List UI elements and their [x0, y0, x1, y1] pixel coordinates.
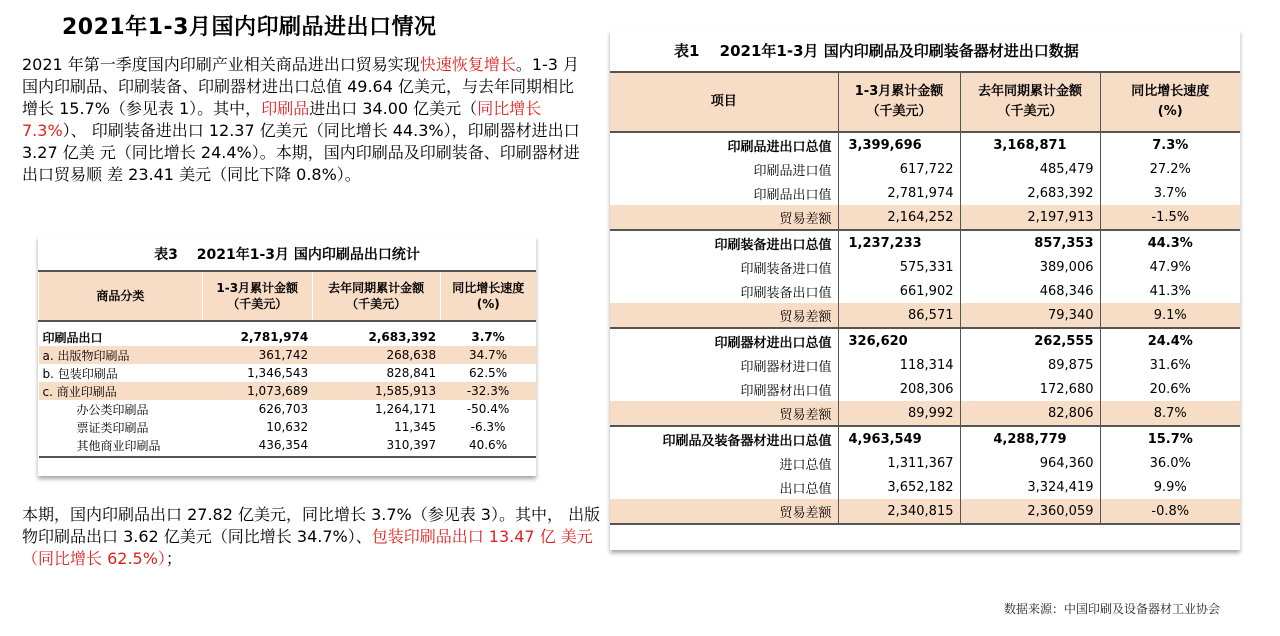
table-row	[610, 426, 1240, 451]
table1-cell-current: 2,164,252	[838, 205, 960, 230]
table1-cell-label: 贸易差额	[610, 499, 838, 524]
table3-cell-growth: 34.7%	[440, 346, 536, 364]
table-row	[610, 328, 1240, 353]
table-row	[610, 353, 1240, 377]
table1-cell-growth: -0.8%	[1100, 499, 1240, 524]
table-row	[39, 436, 537, 454]
table-row	[610, 279, 1240, 303]
page-title: 2021年1-3月国内印刷品进出口情况	[62, 15, 437, 40]
para1-text-2: 。1-3 月国内印刷品、印刷装备、印刷器材进出口总值 49.64 亿美元，与去年同期相比 增长 15.7%（参见表 1）。其中，	[22, 55, 580, 118]
table-row	[610, 401, 1240, 426]
table1-cell-lastyear: 82,806	[960, 401, 1100, 426]
table3-cell-current: 626,703	[258, 402, 309, 416]
table1-cell-growth: 47.9%	[1100, 255, 1240, 279]
para1-highlight-1: 快速恢复增长	[419, 55, 516, 74]
table3-cell-growth: 3.7%	[471, 330, 505, 344]
para1-highlight-3: 同比增长 7.3%	[22, 99, 542, 140]
table3-cell-label: 票证类印刷品	[76, 420, 149, 435]
table1-cell-current: 3,652,182	[838, 475, 960, 499]
intro-paragraph	[22, 54, 582, 186]
table1-cell-lastyear: 3,168,871	[960, 132, 1100, 157]
table1-cell-label: 贸易差额	[610, 401, 838, 426]
table1-cell-lastyear: 262,555	[960, 328, 1100, 353]
table1-cell-lastyear: 2,197,913	[960, 205, 1100, 230]
table3-cell-current: 1,346,543	[247, 366, 309, 380]
table1-header-growth: 同比增长速度 (%)	[1100, 72, 1240, 132]
table-row	[39, 328, 537, 346]
table1-cell-current: 4,963,549	[838, 426, 960, 451]
table3-cell-lastyear: 268,638	[312, 346, 440, 364]
table1-cell-label: 出口总值	[779, 481, 832, 497]
table1-cell-lastyear: 485,479	[960, 157, 1100, 181]
table1-cell-current: 86,571	[838, 303, 960, 328]
table1-cell-current: 2,781,974	[838, 181, 960, 205]
table1-cell-growth: 3.7%	[1100, 181, 1240, 205]
table-row	[39, 382, 537, 400]
table3-cell-lastyear: 828,841	[386, 366, 437, 380]
table3-cell-current: 10,632	[266, 420, 309, 434]
table1-cell-lastyear: 3,324,419	[960, 475, 1100, 499]
table3-cell-growth: -6.3%	[470, 420, 506, 434]
table1-cell-growth: 20.6%	[1100, 377, 1240, 401]
table1-cell-lastyear: 2,683,392	[960, 181, 1100, 205]
table1-cell-current: 89,992	[838, 401, 960, 426]
data-source-note: 数据来源：中国印刷及设备器材工业协会	[1004, 602, 1221, 616]
table1-cell-current: 617,722	[838, 157, 960, 181]
table1-cell-current: 575,331	[838, 255, 960, 279]
table-row	[610, 499, 1240, 524]
table1-cell-growth: 41.3%	[1100, 279, 1240, 303]
table3-cell-current: 2,781,974	[240, 330, 309, 344]
table1-cell-lastyear: 2,360,059	[960, 499, 1100, 524]
table1-header-item: 项目	[610, 72, 838, 132]
table1-cell-label: 印刷品进口值	[753, 163, 832, 179]
para1-highlight-2: 印刷品	[261, 99, 310, 118]
table1-cell-current: 1,237,233	[838, 230, 960, 255]
table1-cell-growth: 31.6%	[1100, 353, 1240, 377]
table1-cell-label: 贸易差额	[610, 303, 838, 328]
table1-cell-lastyear: 89,875	[960, 353, 1100, 377]
table1-cell-label: 印刷品进出口总值	[610, 132, 838, 157]
table3-cell-growth: -32.3%	[440, 382, 536, 400]
table1-cell-current: 118,314	[838, 353, 960, 377]
table-row	[39, 364, 537, 382]
table1-cell-growth: 15.7%	[1100, 426, 1240, 451]
table1-header-current: 1-3月累计金额 （千美元）	[838, 72, 960, 132]
table1	[610, 71, 1240, 525]
para1-text-3: 进出口 34.00 亿美元（	[309, 99, 478, 118]
table3-cell-current: 436,354	[258, 438, 309, 452]
table-row	[610, 230, 1240, 255]
table-row	[610, 157, 1240, 181]
table3-header-lastyear: 去年同期累计金额 （千美元）	[312, 271, 440, 321]
table3-header-current: 1-3月累计金额 （千美元）	[202, 271, 312, 321]
table1-cell-label: 印刷器材进口值	[740, 359, 832, 375]
table3-cell-lastyear: 2,683,392	[368, 330, 437, 344]
para2-text-1: 本期，国内印刷品出口 27.82 亿美元，同比增长 3.7%（参见表 3）。其中， 出版物印刷品出口 3.62 亿美元（同比增长 34.7%）、	[22, 505, 601, 546]
table3-cell-label: 印刷品出口	[42, 330, 103, 345]
table1-cell-growth: 8.7%	[1100, 401, 1240, 426]
table3-caption: 表3 2021年1-3月 国内印刷品出口统计	[154, 247, 420, 263]
table1-cell-label: 印刷器材进出口总值	[610, 328, 838, 353]
table-row	[610, 475, 1240, 499]
table1-cell-label: 印刷装备出口值	[740, 285, 832, 301]
table1-cell-current: 1,311,367	[838, 451, 960, 475]
table1-cell-label: 印刷品及装备器材进出口总值	[610, 426, 838, 451]
table1-cell-lastyear: 857,353	[960, 230, 1100, 255]
table3-header-growth: 同比增长速度 (%)	[440, 271, 536, 321]
table1-cell-current: 3,399,696	[838, 132, 960, 157]
table1-cell-growth: 27.2%	[1100, 157, 1240, 181]
table1-cell-current: 661,902	[838, 279, 960, 303]
table3-panel	[38, 236, 536, 476]
table3-cell-label: b. 包装印刷品	[42, 366, 118, 381]
table1-cell-growth: 24.4%	[1100, 328, 1240, 353]
table1-cell-current: 208,306	[838, 377, 960, 401]
table3-cell-growth: -50.4%	[466, 402, 510, 416]
table1-cell-label: 印刷装备进出口总值	[610, 230, 838, 255]
table1-cell-lastyear: 389,006	[960, 255, 1100, 279]
table1-cell-label: 印刷装备进口值	[740, 261, 832, 277]
table-row	[610, 132, 1240, 157]
table3-cell-growth: 62.5%	[468, 366, 508, 380]
table1-cell-growth: -1.5%	[1100, 205, 1240, 230]
table3-cell-lastyear: 1,264,171	[375, 402, 437, 416]
table-row	[610, 181, 1240, 205]
table1-cell-lastyear: 79,340	[960, 303, 1100, 328]
table1-cell-growth: 9.9%	[1100, 475, 1240, 499]
table1-cell-growth: 9.1%	[1100, 303, 1240, 328]
table-row	[610, 255, 1240, 279]
table1-cell-current: 326,620	[838, 328, 960, 353]
table3-cell-lastyear: 310,397	[386, 438, 437, 452]
table1-cell-growth: 7.3%	[1100, 132, 1240, 157]
table1-cell-growth: 36.0%	[1100, 451, 1240, 475]
table3-cell-label: c. 商业印刷品	[39, 382, 203, 400]
export-paragraph	[22, 504, 612, 570]
table-row	[610, 451, 1240, 475]
table3-cell-label: 其他商业印刷品	[76, 438, 161, 453]
table1-cell-label: 进口总值	[779, 457, 832, 473]
table3	[38, 270, 536, 458]
table3-cell-label: a. 出版物印刷品	[39, 346, 203, 364]
table3-cell-current: 361,742	[202, 346, 312, 364]
table1-cell-lastyear: 468,346	[960, 279, 1100, 303]
table3-cell-label: 办公类印刷品	[76, 402, 149, 417]
para1-text-1: 2021 年第一季度国内印刷产业相关商品进出口贸易实现	[22, 55, 420, 74]
para2-text-2: ；	[165, 549, 182, 568]
table1-cell-lastyear: 964,360	[960, 451, 1100, 475]
table3-cell-lastyear: 11,345	[394, 420, 437, 434]
table-row	[39, 400, 537, 418]
table-row	[39, 346, 537, 364]
table3-header-category: 商品分类	[39, 271, 203, 321]
table-row	[610, 303, 1240, 328]
table3-cell-lastyear: 1,585,913	[312, 382, 440, 400]
table1-cell-label: 贸易差额	[610, 205, 838, 230]
table1-cell-label: 印刷品出口值	[753, 187, 832, 203]
table-row	[610, 377, 1240, 401]
para1-text-4: ）、 印刷装备进出口 12.37 亿美元（同比增长 44.3%），印刷器材进出口 3.27 亿美 元（同比增长 24.4%）。本期，国内印刷品及印刷装备、印刷器材进出口贸易顺 差 23.41 美元（同比下降 0.8%）。	[22, 121, 580, 184]
table1-cell-current: 2,340,815	[838, 499, 960, 524]
table3-cell-current: 1,073,689	[202, 382, 312, 400]
table1-cell-lastyear: 4,288,779	[960, 426, 1100, 451]
table1-caption: 表1 2021年1-3月 国内印刷品及印刷装备器材进出口数据	[674, 42, 1079, 60]
table1-panel	[610, 30, 1240, 550]
table1-cell-growth: 44.3%	[1100, 230, 1240, 255]
table3-cell-growth: 40.6%	[468, 438, 508, 452]
table-row	[39, 418, 537, 436]
table1-header-lastyear: 去年同期累计金额 （千美元）	[960, 72, 1100, 132]
table1-cell-lastyear: 172,680	[960, 377, 1100, 401]
table-row	[610, 205, 1240, 230]
para2-highlight-1: 包装印刷品出口 13.47 亿 美元（同比增长 62.5%）	[22, 527, 593, 568]
table1-cell-label: 印刷器材出口值	[740, 383, 832, 399]
